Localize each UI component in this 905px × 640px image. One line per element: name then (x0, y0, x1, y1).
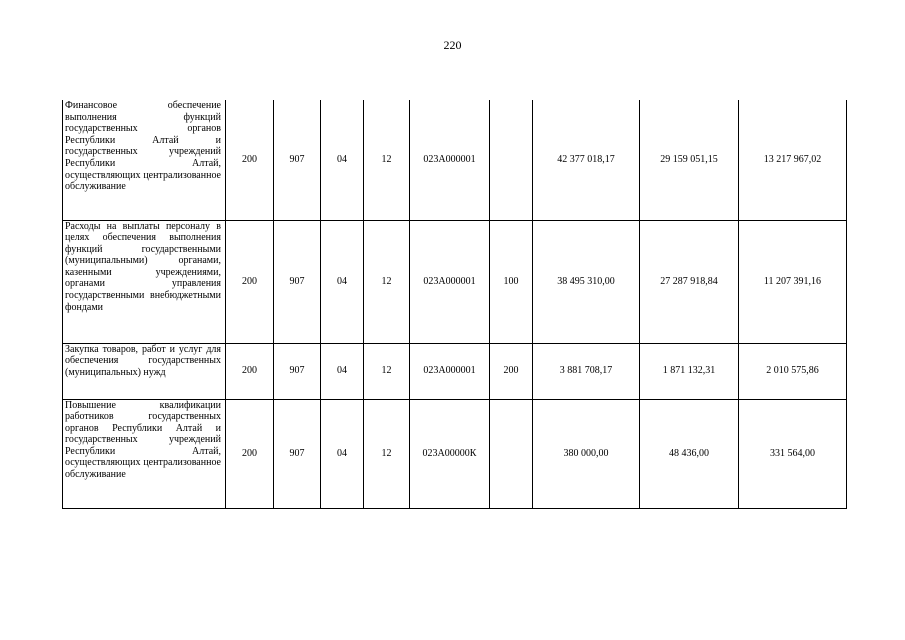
ministry-cell: 200 (226, 399, 274, 508)
amount-3-cell: 331 564,00 (739, 399, 847, 508)
page-number: 220 (443, 38, 462, 52)
row-description: Повышение квалификации работников государственных органов Республики Алтай и государственных учреждений Республики Алтай, осуществляющих централизованное обслуживание (63, 399, 226, 508)
target-article-cell: 023А00000К (410, 399, 490, 508)
expense-type-cell (490, 100, 533, 220)
amount-3-cell: 2 010 575,86 (739, 343, 847, 399)
subsection-cell: 12 (364, 100, 410, 220)
amount-1-cell: 380 000,00 (533, 399, 640, 508)
budget-table (62, 100, 847, 509)
expense-type-cell: 100 (490, 220, 533, 343)
code-cell: 907 (274, 399, 321, 508)
amount-1-cell: 38 495 310,00 (533, 220, 640, 343)
amount-1-cell: 3 881 708,17 (533, 343, 640, 399)
ministry-cell: 200 (226, 220, 274, 343)
expense-type-cell (490, 399, 533, 508)
amount-1-cell: 42 377 018,17 (533, 100, 640, 220)
section-cell: 04 (321, 100, 364, 220)
target-article-cell: 023А000001 (410, 220, 490, 343)
row-description: Закупка товаров, работ и услуг для обеспечения государственных (муниципальных) нужд (63, 343, 226, 399)
code-cell: 907 (274, 100, 321, 220)
subsection-cell: 12 (364, 220, 410, 343)
table-row (63, 100, 847, 220)
subsection-cell: 12 (364, 399, 410, 508)
amount-2-cell: 27 287 918,84 (640, 220, 739, 343)
row-description: Расходы на выплаты персоналу в целях обеспечения выполнения функций государственными (муниципальными) органами, казенными учреждениями, органами управления государственными внебюджетными фондами (63, 220, 226, 343)
section-cell: 04 (321, 399, 364, 508)
amount-2-cell: 1 871 132,31 (640, 343, 739, 399)
code-cell: 907 (274, 220, 321, 343)
row-description: Финансовое обеспечение выполнения функций государственных органов Республики Алтай и государственных учреждений Республики Алтай, осуществляющих централизованное обслуживание (63, 100, 226, 220)
ministry-cell: 200 (226, 100, 274, 220)
table-row (63, 220, 847, 343)
code-cell: 907 (274, 343, 321, 399)
table-row (63, 399, 847, 508)
ministry-cell: 200 (226, 343, 274, 399)
target-article-cell: 023А000001 (410, 343, 490, 399)
section-cell: 04 (321, 220, 364, 343)
table-row (63, 343, 847, 399)
amount-3-cell: 11 207 391,16 (739, 220, 847, 343)
amount-2-cell: 48 436,00 (640, 399, 739, 508)
expense-type-cell: 200 (490, 343, 533, 399)
subsection-cell: 12 (364, 343, 410, 399)
section-cell: 04 (321, 343, 364, 399)
amount-2-cell: 29 159 051,15 (640, 100, 739, 220)
target-article-cell: 023А000001 (410, 100, 490, 220)
amount-3-cell: 13 217 967,02 (739, 100, 847, 220)
